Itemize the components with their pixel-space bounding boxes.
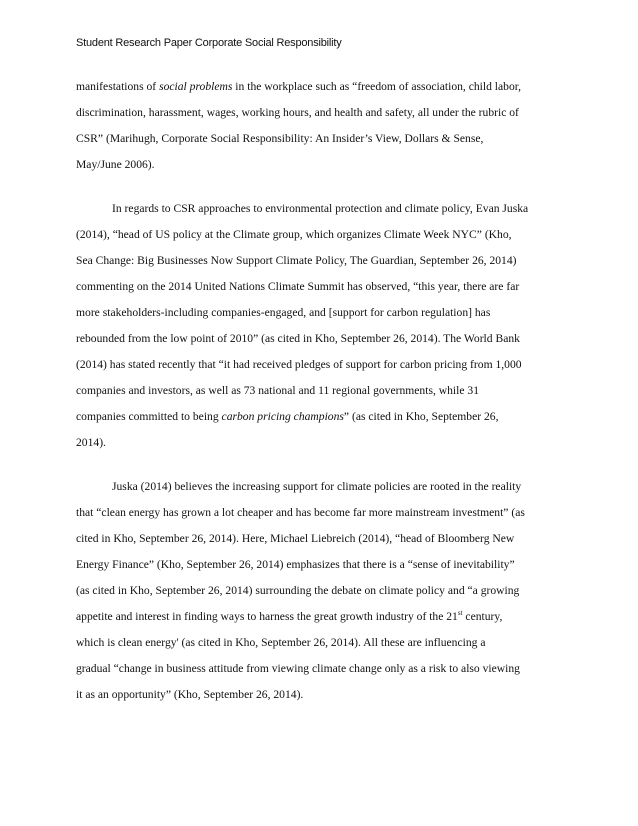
text-run: Sea Change: Big Businesses Now Support Climate Policy, The Guardian, September 26, 2014) [76,254,517,267]
text-run: (2014), “head of US policy at the Climate group, which organizes Climate Week NYC” (Kho, [76,228,512,241]
text-line [76,404,562,430]
text-run: Juska (2014) believes the increasing support for climate policies are rooted in the reality [112,480,522,493]
text-line [76,126,562,152]
text-line [76,630,562,656]
text-line [76,604,562,630]
text-line [76,474,562,500]
text-line [76,274,562,300]
text-run: rebounded from the low point of 2010” (as cited in Kho, September 26, 2014). The World Bank [76,332,520,345]
text-line [76,430,562,456]
text-run: more stakeholders-including companies-engaged, and [support for carbon regulation] has [76,306,491,319]
paragraph-2 [76,196,562,456]
text-run: century, [462,610,503,623]
text-line [76,222,562,248]
text-run: 2014). [76,436,106,449]
text-run: appetite and interest in finding ways to harness the great growth industry of the 21 [76,610,458,623]
text-run: companies committed to being [76,410,222,423]
text-line [76,74,562,100]
text-line [76,682,562,708]
text-run: ” (as cited in Kho, September 26, [343,410,499,423]
text-line [76,526,562,552]
text-line [76,248,562,274]
text-line [76,378,562,404]
text-run: discrimination, harassment, wages, working hours, and health and safety, all under the rubric of [76,106,519,119]
text-run: In regards to CSR approaches to environmental protection and climate policy, Evan Juska [112,202,529,215]
text-run: Energy Finance” (Kho, September 26, 2014) emphasizes that there is a “sense of inevitability” [76,558,515,571]
text-line [76,196,562,222]
text-line [76,326,562,352]
text-run: which is clean energy' (as cited in Kho, September 26, 2014). All these are influencing a [76,636,486,649]
text-line [76,500,562,526]
paragraph-3 [76,474,562,708]
running-head: Student Research Paper Corporate Social Responsibility [76,37,342,49]
text-line [76,300,562,326]
italic-term: social problems [159,80,233,93]
text-run: in the workplace such as “freedom of association, child labor, [232,80,522,93]
text-run: gradual “change in business attitude from viewing climate change only as a risk to also viewing [76,662,520,675]
text-run: it as an opportunity” (Kho, September 26, 2014). [76,688,304,701]
text-run: cited in Kho, September 26, 2014). Here, Michael Liebreich (2014), “head of Bloomberg New [76,532,515,545]
text-run: (as cited in Kho, September 26, 2014) surrounding the debate on climate policy and “a growing [76,584,520,597]
paragraph-1 [76,74,562,178]
text-line [76,352,562,378]
text-line [76,100,562,126]
text-line [76,552,562,578]
text-run: manifestations of [76,80,160,93]
text-line [76,152,562,178]
text-run: (2014) has stated recently that “it had received pledges of support for carbon pricing from 1,000 [76,358,522,371]
text-line [76,656,562,682]
text-run: companies and investors, as well as 73 national and 11 regional governments, while 31 [76,384,480,397]
text-line [76,578,562,604]
text-run: CSR” (Marihugh, Corporate Social Responsibility: An Insider’s View, Dollars & Sense, [76,132,484,145]
ordinal-superscript: st [457,609,463,617]
text-run: May/June 2006). [76,158,155,171]
body-text [76,74,562,726]
text-run: commenting on the 2014 United Nations Climate Summit has observed, “this year, there are far [76,280,520,293]
italic-term: carbon pricing champions [221,410,344,423]
text-run: that “clean energy has grown a lot cheaper and has become far more mainstream investment” (as [76,506,525,519]
